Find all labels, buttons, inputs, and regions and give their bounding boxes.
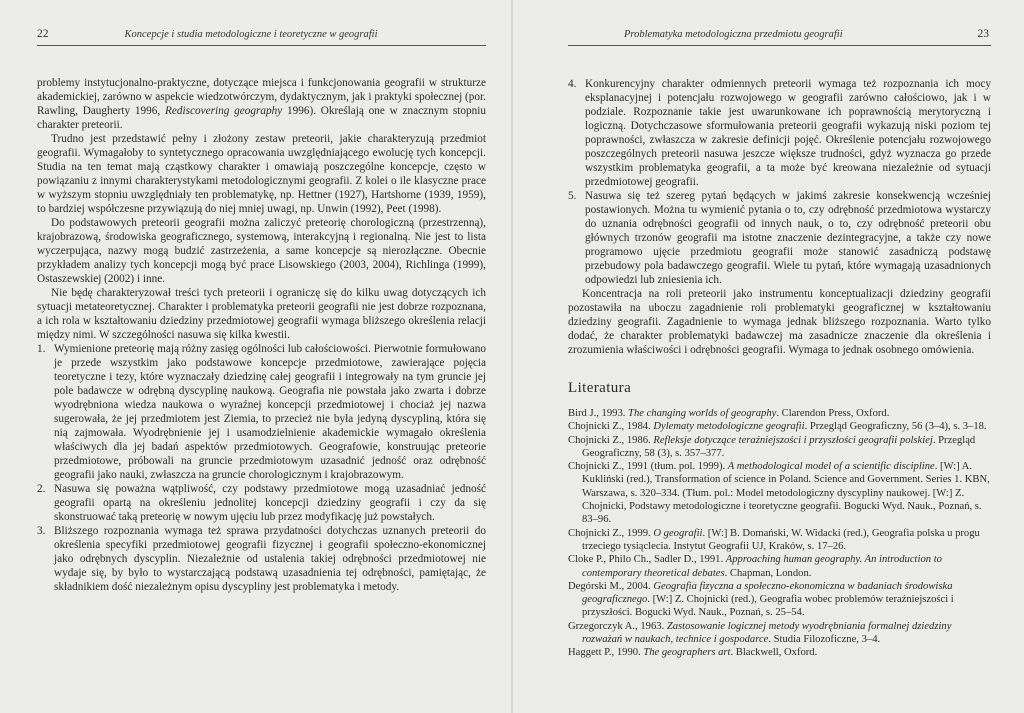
numbered-list — [568, 77, 991, 287]
list-item: 1. Wymienione preteorię mają różny zasięg ogólności lub całościowości. Pierwotnie formułowano je przede wszystkim jako podstawowe koncepcje przedmiotowe, zawierające pojęcia teoretyczne i tezy, które wyznaczały dziedzinę całej geografii i integrowały na tym gruncie jej pole badawcze w odrębną dyscyplinę naukową. Geografia nie powstała jako zwarta i dobrze wyodrębniona wiedza naukowa o wyraźnej koncepcji przedmiotowej i chociaż jej nazwa sugerowała, że jej przedmiotem jest Ziemia, to przecież nie była jedyną dyscypliną, która się nią zajmowała. Wyodrębnienie jej i usamodzielnienie akademickie wymagało określenia właściwych dla jej badań aspektów przedmiotowych. Geografowie, konstruując preteorie przedmiotowe, próbowali na gruncie przedmiotowym uzasadnić jedność oraz odrębność geografii jako nauki, zwłaszcza na gruncie chorologicznym i krajobrazowym. — [37, 343, 486, 481]
list-item: 3. Bliższego rozpoznania wymaga też sprawa przydatności dotychczas uznanych preteorii do określenia specyfiki przedmiotowej geografii fizycznej i geografii społeczno-ekonomicznej jako odrębnych dyscyplin. Niezależnie od ustalenia takiej odrębności przedmiotowej nie wydaje się, by było to wystarczającą podstawą uzasadnienia tej odrębności, pamiętając, że składnikiem dość niezależnym opisu dyscypliny jest problematyka i metody. — [37, 525, 486, 593]
paragraph: Do podstawowych preteorii geografii można zaliczyć preteorię chorologiczną (przestrzenną), krajobrazową, środowiska geograficznego, systemową, interakcyjną i regionalną. Nie jest to lista wyczerpująca, nazwy mogą budzić zastrzeżenia, a same koncepcje są nierozłączne. Obecnie przykładem analizy tych koncepcji mogą być prace Lisowskiego (2003, 2004), Richlinga (1999), Ostaszewskiej (2002) i inne. — [37, 217, 486, 285]
right-page — [512, 0, 1024, 713]
literature-heading: Literatura — [568, 380, 632, 396]
paragraph: Koncentracja na roli preteorii jako instrumentu konceptualizacji dziedziny geografii pozostawiła na uboczu zagadnienie roli problematyki geograficznej w kształtowaniu dziedziny geografii. Zagadnienie to wymaga jednak bliższego rozpoznania. Warto tylko dodać, że charakter problematyki badawczej ma zasadnicze znaczenie dla określenia i zrozumienia właściwości i odrębności geografii. Wymaga to jednak osobnego omówienia. — [568, 288, 991, 356]
reference-item: Chojnicki Z., 1999. O geografii. [W:] B. Domański, W. Widacki (red.), Geografia polska u progu trzeciego tysiąclecia. Instytut Geografii UJ, Kraków, s. 17–26. — [568, 527, 980, 552]
left-running-title: Koncepcje i studia metodologiczne i teoretyczne w geografii — [124, 29, 378, 40]
list-item: 4. Konkurencyjny charakter odmiennych preteorii wymaga też rozpoznania ich mocy eksplanacyjnej i potencjału rozwojowego w geografii zarówno całościowo, jak i w podziale. Rozpoznanie takie jest uwarunkowane ich poprawnością merytoryczną i logiczną. Dotychczasowe sformułowania preteorii geografii wykazują niski poziom tej poprawności, zwłaszcza w zakresie definicji pojęć. Określenie potencjału rozwojowego poszczególnych preteorii nasuwa jeszcze większe trudności, gdyż wyznacza go przede wszystkim problematyka geografii, a ta może być kreowana niezależnie od sytuacji przedmiotowej geografii. — [568, 78, 991, 188]
list-item: 2. Nasuwa się poważna wątpliwość, czy podstawy przedmiotowe mogą uzasadniać jedność geografii opartą na określeniu jednolitej koncepcji dziedziny geografii i czy da się skonstruować taką preteorię w nowym ujęciu lub przez modyfikację już powstałych. — [37, 483, 486, 523]
reference-item: Chojnicki Z., 1984. Dylematy metodologiczne geografii. Przegląd Geograficzny, 56 (3–4), s. 3–18. — [568, 421, 987, 433]
paragraph: Trudno jest przedstawić pełny i złożony zestaw preteorii, jakie charakteryzują przedmiot geografii. Wymagałoby to syntetycznego opracowania uwzględniającego ewolucję tych koncepcji. Studia na ten temat mają cząstkowy charakter i omawiają poszczególne koncepcje, często w powiązaniu z innymi charakterystykami metodologicznymi geografii. Z kolei o ile klasyczne prace w wyższym stopniu uwzględniały ten problematykę, np. Hettner (1927), Hartshorne (1939, 1959), to bardziej współczesne przywiązują do niej mniej uwagi, np. Unwin (1992), Peet (1998). — [37, 133, 486, 215]
right-body-text — [568, 77, 991, 660]
paragraph: Nie będę charakteryzował treści tych preteorii i ograniczę się do kilku uwag dotyczących ich sytuacji metateoretycznej. Charakter i problematyka preteorii geografii nie jest dobrze rozpoznana, a ich rola w kształtowaniu dziedziny przedmiotowej geografii wymaga bliższego określenia relacji między nimi. W szczególności nasuwa się kilka kwestii. — [37, 287, 486, 341]
numbered-list — [37, 342, 486, 594]
left-body-text — [37, 76, 486, 594]
reference-item: Grzegorczyk A., 1963. Zastosowanie logicznej metody wyodrębniania formalnej dziedziny rozważań w naukach, technice i gospodarce. Studia Filozoficzne, 3–4. — [568, 620, 952, 646]
reference-item: Bird J., 1993. The changing worlds of geography. Clarendon Press, Oxford. — [568, 408, 890, 419]
reference-item: Haggett P., 1990. The geographers art. Blackwell, Oxford. — [568, 647, 818, 659]
reference-item: Degórski M., 2004. Geografia fizyczna a społeczno-ekonomiczna w badaniach środowiska geograficznego. [W:] Z. Chojnicki (red.), Geografia wobec problemów teraźniejszości i przyszłości. Bogucki Wyd. Nauk., Poznań, s. 25–54. — [568, 580, 954, 619]
left-page-number: 22 — [37, 28, 49, 40]
list-item: 5. Nasuwa się też szereg pytań będących w jakimś zakresie konsekwencją wcześniej postawionych. Można tu wymienić pytania o to, czy odrębność przedmiotowa wystarczy do uznania odrębności geografii od innych nauk, o to, czy odrębność preteorii obu głównych trzonów geografii ma istotne znaczenie dezintegracyjne, a także czy nowe programowo ujęcie przedmiotu geografii może stanowić zasadniczą podstawę przebudowy pola badawczego geografii. Wiele tu pytań, które wymagają uzasadnionych odpowiedzi lub zniesienia ich. — [568, 190, 991, 286]
reference-item: Chojnicki Z., 1991 (tłum. pol. 1999). A methodological model of a scientific discipline. [W:] A. Kukliński (red.), Transformation of science in Poland. Science and Government. Series 1. KBN, Warszawa, s. 320–334. (Tłum. pol.: Model metodologiczny dyscypliny naukowej. [W:] Z. Chojnicki, Podstawy metodologiczne i teoretyczne geografii. Bogucki Wyd. Nauk., Poznań, s. 83–96. — [568, 461, 990, 526]
reference-item: Chojnicki Z., 1986. Refleksje dotyczące teraźniejszości i przyszłości geografii polskiej. Przegląd Geograficzny, 58 (3), s. 357–377. — [568, 434, 976, 459]
right-running-head — [568, 28, 991, 46]
reference-list — [568, 407, 991, 660]
right-page-number: 23 — [977, 28, 989, 40]
right-running-title: Problematyka metodologiczna przedmiotu geografii — [624, 29, 843, 40]
paragraph: problemy instytucjonalno-praktyczne, dotyczące miejsca i funkcjonowania geografii w strukturze akademickiej, zarówno w aspekcie wiedzotwórczym, dydaktycznym, jak i praktyki społecznej (por. Rawling, Daugherty 1996, Rediscovering geography 1996). Określają one w znacznym stopniu charakter preteorii. — [37, 77, 487, 131]
left-running-head — [37, 28, 486, 46]
reference-item: Cloke P., Philo Ch., Sadler D., 1991. Approaching human geography. An introduction to contemporary theoretical debates. Chapman, London. — [568, 554, 942, 579]
